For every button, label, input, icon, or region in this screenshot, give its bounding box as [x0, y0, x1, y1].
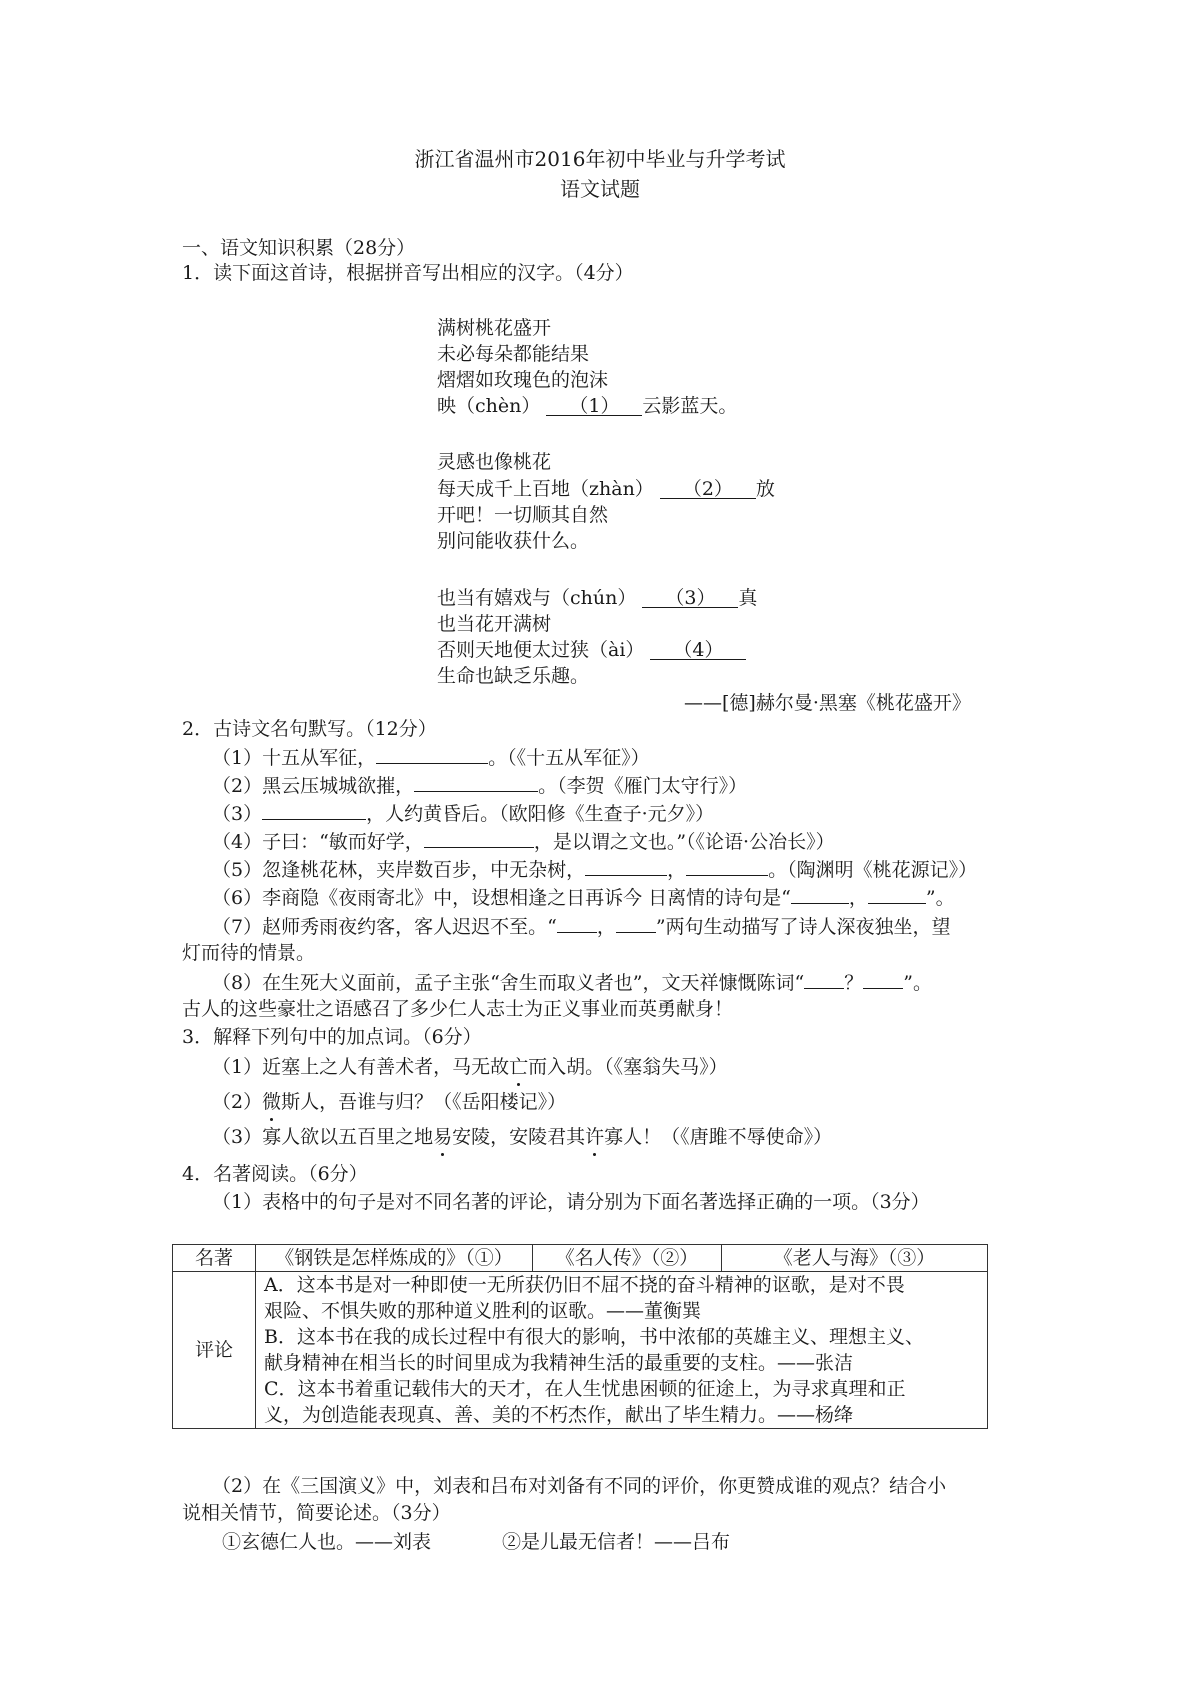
- answer-blank[interactable]: [686, 855, 768, 876]
- item-text: （3）寡人欲以五百里之地: [212, 1126, 434, 1148]
- comment-line: B．这本书在我的成长过程中有很大的影响，书中浓郁的英雄主义、理想主义、: [264, 1326, 924, 1348]
- item-text: 而入胡。（《塞翁失马》）: [528, 1056, 728, 1078]
- item-text: ，是以谓之文也。”（《论语·公冶长》）: [533, 831, 835, 853]
- table-header-cell: 《老人与海》（③）: [722, 1245, 988, 1272]
- section-heading: 一、语文知识积累（28分）: [182, 237, 416, 259]
- table-header-row: [173, 1245, 988, 1272]
- item-text: ，人约黄昏后。（欧阳修《生查子·元夕》）: [366, 803, 715, 825]
- item-text: （1）十五从军征，: [212, 747, 377, 769]
- poem-line: 灵感也像桃花: [437, 451, 552, 473]
- item-text: ”两句生动描写了诗人深夜独坐，望: [655, 916, 951, 938]
- item-text: 安陵，安陵君其: [452, 1126, 586, 1148]
- q3-item: [212, 1054, 728, 1080]
- q4-sub2-cont: 说相关情节，简要论述。（3分）: [182, 1502, 451, 1524]
- poem-text: 云影蓝天。: [642, 395, 738, 417]
- dotted-word: 许: [585, 1126, 605, 1148]
- q4-sub2: （2）在《三国演义》中，刘表和吕布对刘备有不同的评价，你更赞成谁的观点？结合小: [212, 1475, 947, 1497]
- table-row-label: 评论: [173, 1272, 256, 1429]
- table-header-cell: 《名人传》（②）: [533, 1245, 722, 1272]
- q3-item: [212, 1089, 566, 1115]
- poem-line: 别问能收获什么。: [437, 530, 590, 552]
- q2-item: [212, 912, 951, 940]
- item-text: （2）: [212, 1091, 263, 1113]
- q2-item-cont: 古人的这些豪壮之语感召了多少仁人志士为正义事业而英勇献身！: [182, 998, 734, 1020]
- poem-line: 未必每朵都能结果: [437, 343, 590, 365]
- q2-item: [212, 855, 977, 883]
- item-text: ，: [667, 859, 687, 881]
- item-text: ？: [844, 972, 864, 994]
- q1-stem: 1．读下面这首诗，根据拼音写出相应的汉字。（4分）: [182, 262, 634, 284]
- answer-blank-1[interactable]: [546, 395, 642, 416]
- answer-blank[interactable]: [868, 883, 926, 904]
- item-text: ”。: [925, 887, 955, 909]
- item-text: （3）: [212, 803, 263, 825]
- poem-text: 真: [738, 587, 758, 609]
- answer-blank[interactable]: [557, 912, 597, 933]
- comment-line: A．这本书是对一种即使一无所获仍旧不屈不挠的奋斗精神的讴歌，是对不畏: [264, 1274, 905, 1296]
- blank-label: （1）: [569, 395, 620, 417]
- answer-blank-4[interactable]: [650, 639, 746, 660]
- answer-blank-3[interactable]: [642, 587, 738, 608]
- item-text: （5）忽逢桃花林，夹岸数百步，中无杂树，: [212, 859, 586, 881]
- answer-blank[interactable]: [616, 912, 656, 933]
- blank-label: （3）: [665, 587, 716, 609]
- q4-option: ①玄德仁人也。——刘表: [222, 1531, 432, 1553]
- q3-stem: 3．解释下列句中的加点词。（6分）: [182, 1026, 482, 1048]
- poem-line: 熠熠如玫瑰色的泡沫: [437, 369, 609, 391]
- answer-blank[interactable]: [804, 968, 844, 989]
- poem-line: [437, 476, 775, 502]
- poem-line: 开吧！一切顺其自然: [437, 504, 609, 526]
- answer-blank-2[interactable]: [660, 478, 756, 499]
- poem-text: 否则天地便太过狭（ài）: [437, 639, 645, 661]
- table-header-cell: 《钢铁是怎样炼成的》（①）: [256, 1245, 533, 1272]
- q2-item: [212, 743, 650, 771]
- dotted-word: 亡: [509, 1056, 529, 1078]
- poem-line: [437, 637, 746, 663]
- item-text: 寡人！（《唐雎不辱使命》）: [604, 1126, 833, 1148]
- answer-blank[interactable]: [791, 883, 849, 904]
- q2-item: [212, 883, 955, 911]
- item-text: 。（陶渊明《桃花源记》）: [768, 859, 978, 881]
- item-text: ，: [848, 887, 868, 909]
- q4-sub1: （1）表格中的句子是对不同名著的评论，请分别为下面名著选择正确的一项。（3分）: [212, 1191, 930, 1213]
- answer-blank[interactable]: [376, 743, 488, 764]
- comment-line: C．这本书着重记载伟大的天才，在人生忧患困顿的征途上，为寻求真理和正: [264, 1378, 906, 1400]
- q2-item: [212, 827, 835, 855]
- item-text: （6）李商隐《夜雨寄北》中，设想相逢之日再诉今 日离情的诗句是“: [212, 887, 791, 909]
- item-text: ”。: [903, 972, 932, 994]
- item-text: （7）赵师秀雨夜约客，客人迟迟不至。“: [212, 916, 557, 938]
- item-text: （4）子曰：“敏而好学，: [212, 831, 424, 853]
- exam-subtitle: 语文试题: [560, 177, 640, 201]
- q2-item-cont: 灯而待的情景。: [182, 942, 316, 964]
- poem-source: ——[德]赫尔曼·黑塞《桃花盛开》: [684, 692, 971, 714]
- blank-label: （4）: [673, 639, 724, 661]
- comment-line: 义，为创造能表现真、善、美的不朽杰作，献出了毕生精力。——杨绛: [264, 1404, 854, 1426]
- dotted-word: 微: [262, 1091, 282, 1113]
- works-review-table: [172, 1244, 988, 1429]
- item-text: 。（李贺《雁门太守行》）: [538, 775, 748, 797]
- q4-stem: 4．名著阅读。（6分）: [182, 1163, 368, 1185]
- comments-cell: [256, 1272, 988, 1429]
- q2-item: [212, 968, 932, 996]
- q3-item: [212, 1124, 832, 1150]
- answer-blank[interactable]: [863, 968, 903, 989]
- item-text: （8）在生死大义面前，孟子主张“舍生而取义者也”，文天祥慷慨陈词“: [212, 972, 805, 994]
- comment-line: 艰险、不惧失败的那种道义胜利的讴歌。——董衡巽: [264, 1300, 702, 1322]
- answer-blank[interactable]: [585, 855, 667, 876]
- exam-title: 浙江省温州市2016年初中毕业与升学考试: [414, 147, 786, 171]
- item-text: 斯人，吾谁与归？（《岳阳楼记》）: [281, 1091, 567, 1113]
- comment-line: 献身精神在相当长的时间里成为我精神生活的最重要的支柱。——张洁: [264, 1352, 854, 1374]
- item-text: （2）黑云压城城欲摧，: [212, 775, 415, 797]
- poem-line: [437, 393, 737, 419]
- item-text: ，: [596, 916, 616, 938]
- answer-blank[interactable]: [424, 827, 534, 848]
- answer-blank[interactable]: [262, 799, 366, 820]
- poem-line: 也当花开满树: [437, 613, 552, 635]
- table-row: [173, 1272, 988, 1429]
- poem-text: 放: [755, 478, 775, 500]
- poem-text: 每天成千上百地（zhàn）: [437, 478, 654, 500]
- poem-text: 也当有嬉戏与（chún）: [437, 587, 637, 609]
- table-header-cell: 名著: [173, 1245, 256, 1272]
- dotted-word: 易: [433, 1126, 453, 1148]
- q4-option: ②是儿最无信者！——吕布: [502, 1531, 731, 1553]
- blank-label: （2）: [682, 478, 733, 500]
- q2-item: [212, 799, 714, 827]
- item-text: （1）近塞上之人有善术者，马无故: [212, 1056, 510, 1078]
- q2-stem: 2．古诗文名句默写。（12分）: [182, 718, 437, 740]
- poem-line: 生命也缺乏乐趣。: [437, 665, 590, 687]
- q2-item: [212, 771, 747, 799]
- poem-line: [437, 585, 757, 611]
- item-text: 。（《十五从军征》）: [488, 747, 650, 769]
- poem-text: 映（chèn）: [437, 395, 541, 417]
- answer-blank[interactable]: [414, 771, 538, 792]
- poem-line: 满树桃花盛开: [437, 317, 552, 339]
